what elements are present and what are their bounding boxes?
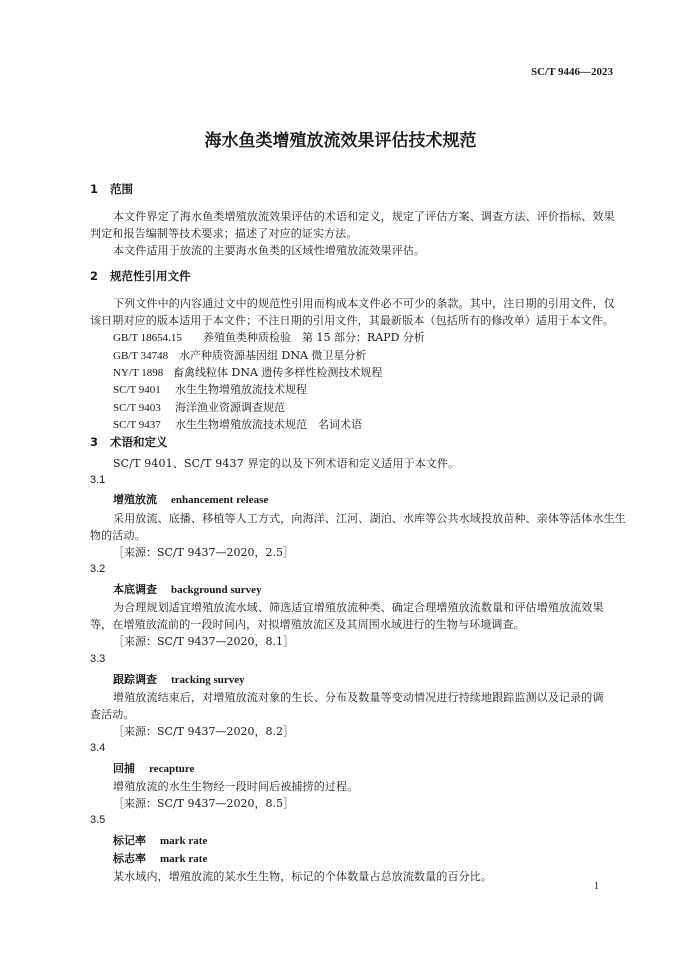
reference-title: 海洋渔业资源调查规范 — [175, 401, 285, 414]
term-definition: 物的活动。 — [90, 529, 146, 542]
reference-item — [113, 416, 362, 432]
term-en: tracking survey — [171, 674, 245, 686]
term-en: mark rate — [160, 835, 208, 847]
section-title: 范围 — [110, 182, 133, 196]
reference-code: SC/T 9403 — [113, 402, 161, 414]
paragraph: 判定和报告编制等技术要求；描述了对应的证实方法。 — [90, 227, 358, 240]
term-number: 3.2 — [90, 563, 106, 575]
page-number: 1 — [594, 881, 599, 892]
term-zh: 回捕 — [113, 762, 135, 775]
paragraph: 该日期对应的版本适用于本文件；不注日期的引用文件，其最新版本（包括所有的修改单）适用于本文件。 — [90, 314, 615, 327]
term-zh: 本底调查 — [113, 583, 157, 596]
term-definition: 查活动。 — [90, 708, 135, 721]
reference-title: 养殖鱼类种质检验 第 15 部分：RAPD 分析 — [203, 331, 425, 344]
section-number: 3 — [90, 435, 99, 449]
paragraph: 本文件适用于放流的主要海水鱼类的区域性增殖放流效果评估。 — [113, 244, 426, 257]
reference-code: GB/T 34748 — [113, 350, 169, 362]
term-definition: 等，在增殖放流前的一段时间内，对拟增殖放流区及其周围水域进行的生物与环境调查。 — [90, 618, 525, 631]
term-en: mark rate — [160, 853, 208, 865]
term-number: 3.1 — [90, 474, 106, 486]
term-heading — [113, 671, 245, 687]
reference-code: NY/T 1898 — [113, 367, 164, 379]
term-definition: 增殖放流结束后，对增殖放流对象的生长、分布及数量等变动情况进行持续地跟踪监测以及记录的调 — [113, 691, 604, 704]
paragraph: SC/T 9401、SC/T 9437 界定的以及下列术语和定义适用于本文件。 — [113, 457, 460, 470]
reference-title: 水产种质资源基因组 DNA 微卫星分析 — [179, 349, 367, 362]
section-title: 规范性引用文件 — [110, 269, 191, 283]
paragraph: 本文件界定了海水鱼类增殖放流效果评估的术语和定义，规定了评估方案、调查方法、评价指标、效果 — [113, 210, 615, 223]
reference-code: SC/T 9437 — [113, 419, 161, 431]
section-number: 1 — [90, 182, 99, 196]
reference-item — [113, 381, 307, 397]
term-source: ［来源：SC/T 9437—2020，8.5］ — [113, 797, 294, 810]
section-3-heading — [90, 434, 168, 450]
term-zh: 标记率 — [113, 834, 146, 847]
reference-title: 水生生物增殖放流技术规范 名词术语 — [175, 418, 362, 431]
reference-item — [113, 329, 425, 345]
term-number: 3.3 — [90, 653, 106, 665]
term-definition: 增殖放流的水生生物经一段时间后被捕捞的过程。 — [113, 780, 359, 793]
reference-title: 畜禽线粒体 DNA 遗传多样性检测技术规程 — [173, 366, 383, 379]
term-en: recapture — [149, 763, 195, 775]
reference-item — [113, 364, 382, 380]
section-2-heading — [90, 268, 191, 284]
term-heading — [113, 760, 194, 776]
term-source: ［来源：SC/T 9437—2020，2.5］ — [113, 546, 294, 559]
section-title: 术语和定义 — [110, 435, 168, 449]
term-heading — [113, 581, 262, 597]
term-zh: 增殖放流 — [113, 493, 157, 506]
term-zh: 标志率 — [113, 852, 146, 865]
reference-code: GB/T 18654.15 — [113, 332, 182, 344]
term-definition: 采用放流、底播、移植等人工方式，向海洋、江河、湖泊、水库等公共水域投放苗种、亲体等活体水生生 — [113, 512, 626, 525]
reference-code: SC/T 9401 — [113, 384, 161, 396]
reference-item — [113, 347, 366, 363]
term-source: ［来源：SC/T 9437—2020，8.2］ — [113, 725, 294, 738]
term-en: enhancement release — [171, 494, 269, 506]
reference-title: 水生生物增殖放流技术规程 — [175, 383, 307, 396]
term-admitted-heading — [113, 850, 207, 866]
section-number: 2 — [90, 269, 99, 283]
term-number: 3.5 — [90, 814, 106, 826]
paragraph: 下列文件中的内容通过文中的规范性引用而构成本文件必不可少的条款。其中，注日期的引用文件，仅 — [113, 297, 615, 310]
term-definition: 某水域内，增殖放流的某水生生物，标记的个体数量占总放流数量的百分比。 — [113, 870, 493, 883]
standard-number: SC/T 9446—2023 — [530, 66, 613, 78]
term-en: background survey — [171, 584, 262, 596]
term-source: ［来源：SC/T 9437—2020，8.1］ — [113, 635, 294, 648]
term-definition: 为合理规划适宜增殖放流水域、筛选适宜增殖放流种类、确定合理增殖放流数量和评估增殖放流效果 — [113, 601, 604, 614]
term-number: 3.4 — [90, 742, 106, 754]
term-heading — [113, 491, 268, 507]
term-heading — [113, 832, 207, 848]
document-title: 海水鱼类增殖放流效果评估技术规范 — [204, 131, 477, 151]
reference-item — [113, 399, 285, 415]
section-1-heading — [90, 181, 133, 197]
term-zh: 跟踪调查 — [113, 673, 157, 686]
